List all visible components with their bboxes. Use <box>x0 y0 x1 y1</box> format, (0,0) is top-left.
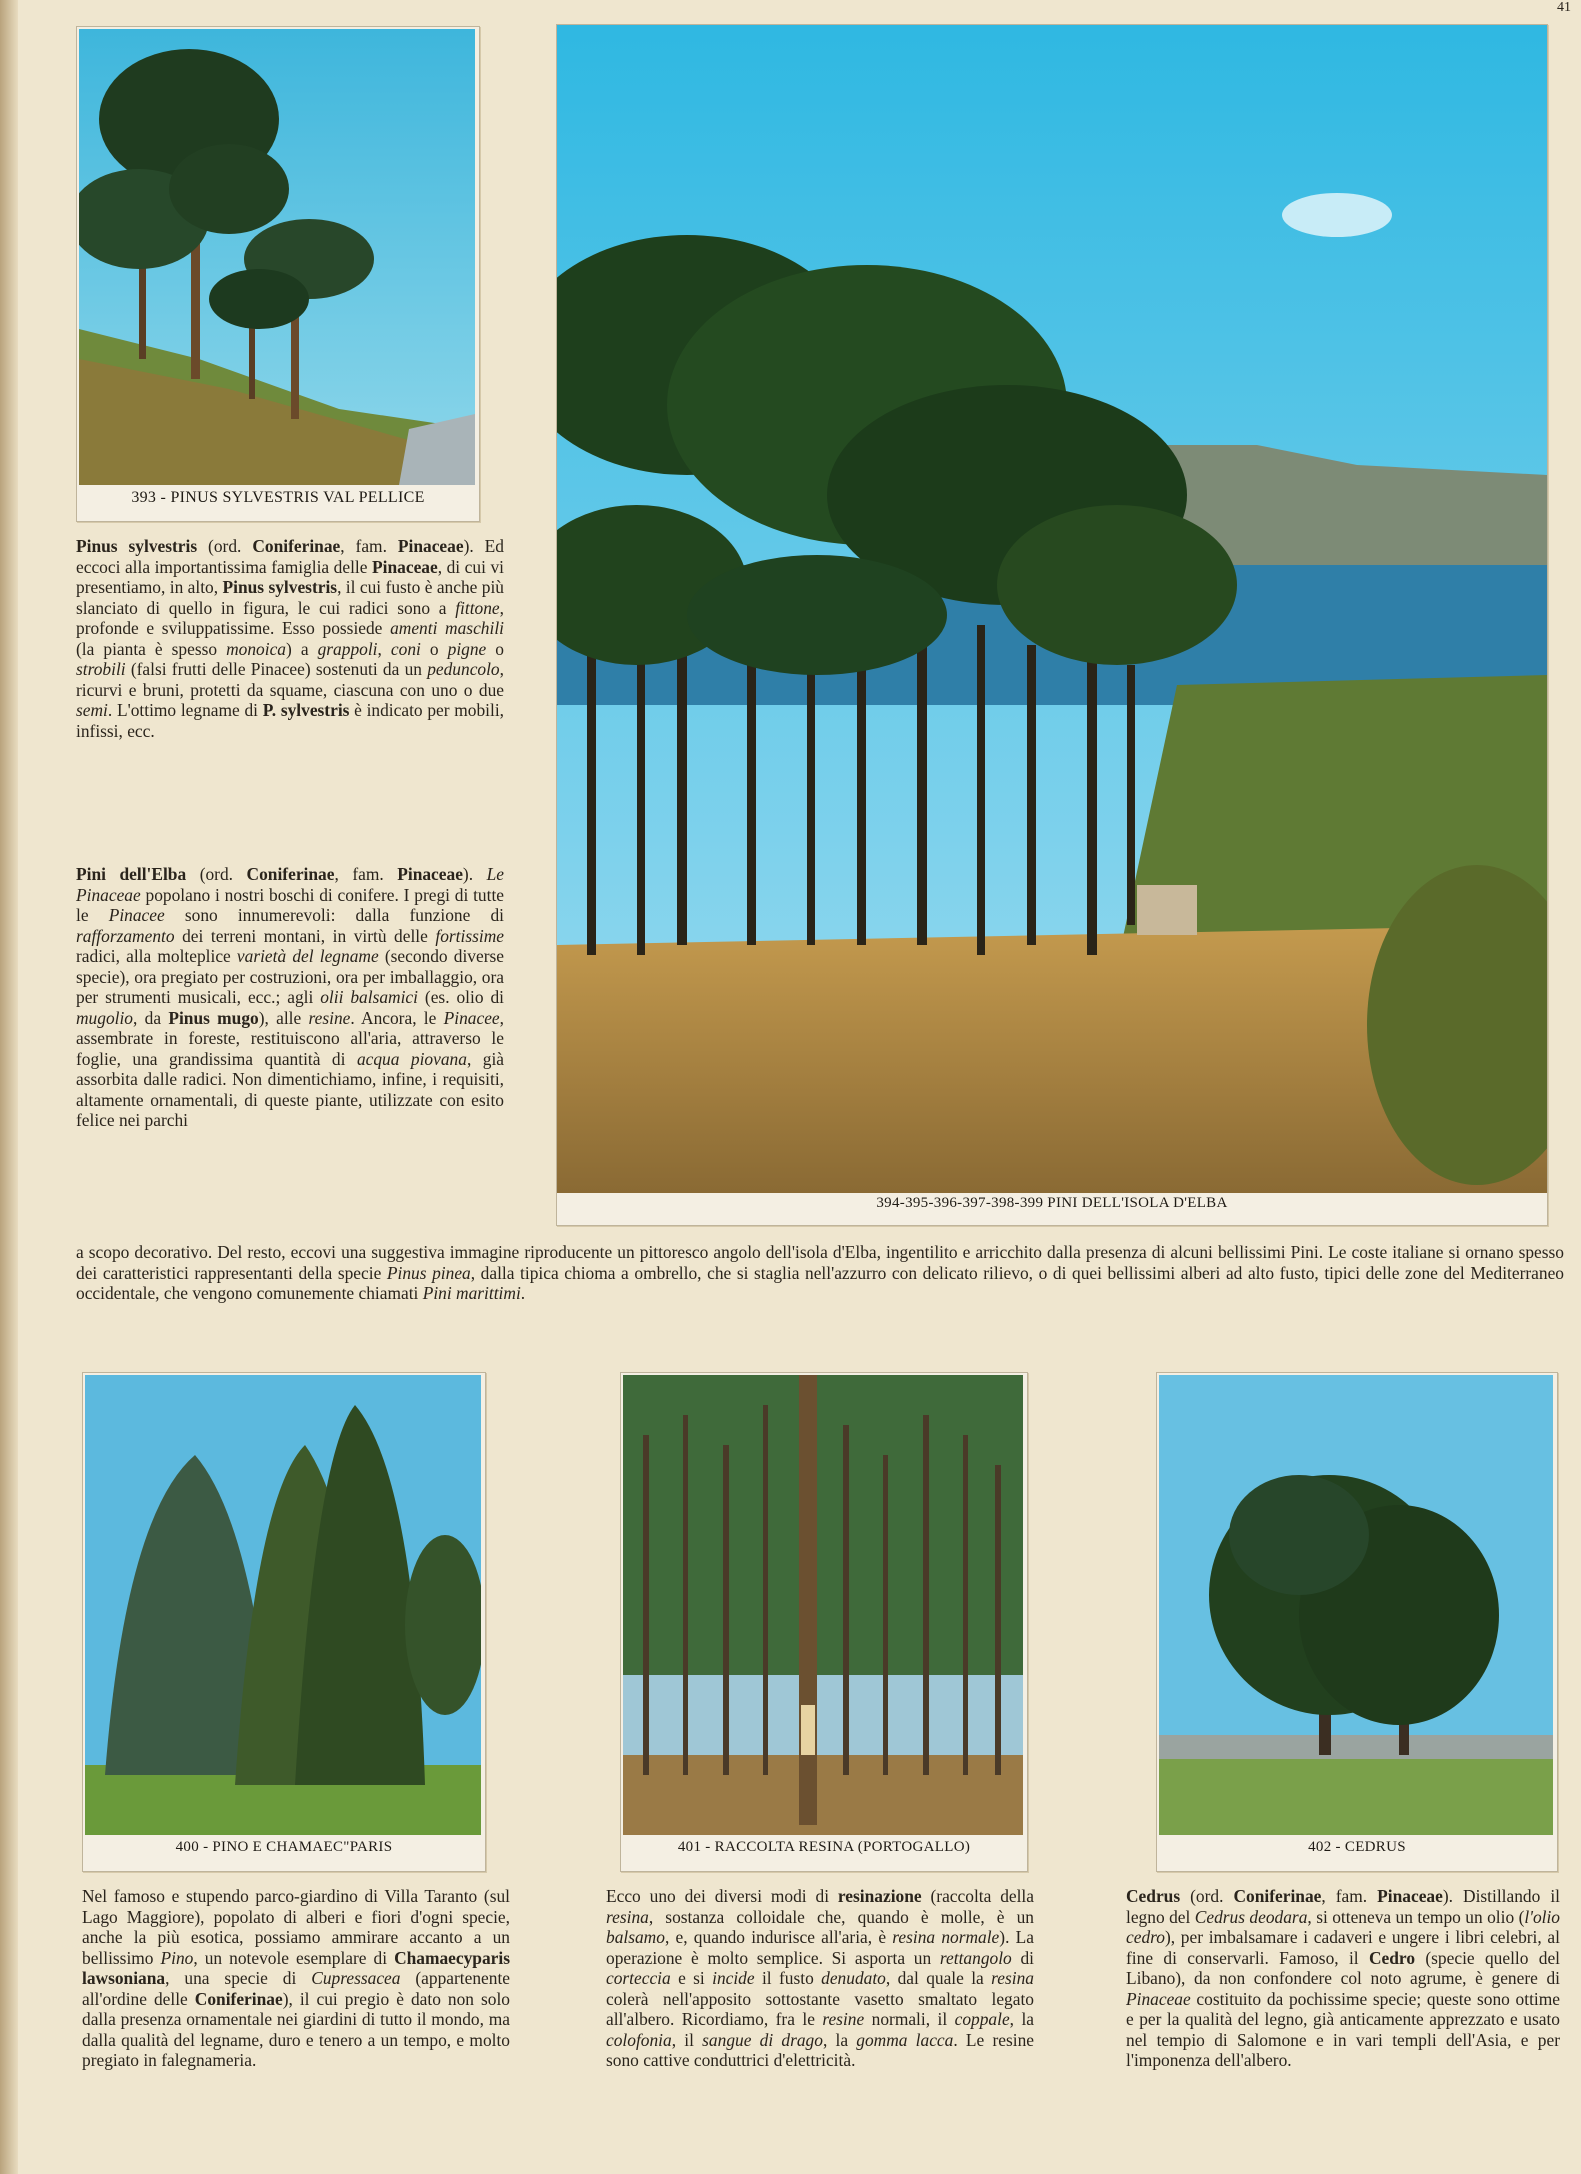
italic-term: Pinacee <box>108 905 165 925</box>
italic-term: acqua piovana <box>356 1048 467 1069</box>
text-run: popolano i nostri boschi di conifere. I pregi di tutte le <box>76 884 504 925</box>
photo-pini-isola-elba <box>557 25 1547 1193</box>
figure-401 <box>620 1372 1028 1872</box>
text-run: , <box>377 638 391 659</box>
bold-term: Pinaceae <box>397 864 463 884</box>
text-run: , si otteneva un tempo un olio ( <box>1307 1906 1525 1927</box>
photo-cedrus <box>1159 1375 1553 1835</box>
text-run: ), il cui pregio è dato non solo dalla presenza ornamentale nei giardini di tutto il mondo, ma dalla qualità del legname, duro e tenero a un tempo, e molto pregiato in falegnameria. <box>82 1988 510 2070</box>
italic-term: strobili <box>76 659 126 679</box>
italic-term: sangue di drago <box>702 2029 823 2050</box>
figure-402 <box>1156 1372 1558 1872</box>
text-run: (falsi frutti delle Pinacee) sostenuti da un <box>125 659 428 679</box>
text-run: Nel famoso e stupendo parco-giardino di Villa Taranto (sul Lago Maggiore), popolato di alberi e fiori d'ogni specie, anche la più esotica, possiamo ammirare accanto a un bellissimo <box>82 1886 510 1968</box>
text-pini-elba <box>76 864 504 1131</box>
figure-393-caption: 393 - PINUS SYLVESTRIS VAL PELLICE <box>131 489 425 506</box>
italic-term: amenti maschili <box>390 618 504 638</box>
italic-term: corteccia <box>606 1968 671 1988</box>
text-run: ). Distillando il legno del <box>1126 1886 1560 1927</box>
italic-term: peduncolo <box>427 659 500 679</box>
bold-term: Pinaceae <box>1377 1886 1443 1906</box>
italic-term: rettangolo <box>939 1947 1012 1968</box>
photo-pinus-sylvestris <box>79 29 475 485</box>
italic-term: monoica <box>226 638 287 659</box>
text-run: il fusto <box>754 1968 822 1988</box>
bold-term: Cedrus <box>1126 1886 1181 1906</box>
text-run: radici, alla molteplice <box>76 946 237 966</box>
photo-pino-chamaecyparis <box>85 1375 481 1835</box>
bold-term: Coniferinae <box>1233 1886 1322 1906</box>
italic-term: resina <box>991 1968 1034 1988</box>
italic-term: pigne <box>447 638 487 659</box>
figure-400 <box>82 1372 486 1872</box>
text-run: ), per imbalsamare i cadaveri e ungere i libri celebri, al fine di conservarli. Famoso, il <box>1126 1927 1560 1968</box>
text-run: colerà nell'apposito sottostante vasetto smaltato legato all'albero. Ricordiamo, fra le <box>606 1988 1034 2029</box>
text-run: o <box>486 638 504 659</box>
text-run: Ecco uno dei diversi modi di <box>606 1886 838 1906</box>
text-run: (specie quello del Libano), da non confondere col noto agrume, è genere di <box>1126 1947 1561 1988</box>
italic-term: Pini marittimi <box>422 1283 521 1303</box>
text-run: , dal quale la <box>885 1968 992 1988</box>
italic-term: colofonia <box>606 2029 672 2050</box>
figure-401-caption: 401 - RACCOLTA RESINA (PORTOGALLO) <box>677 1839 971 1855</box>
figure-402-caption: 402 - CEDRUS <box>1308 1839 1406 1855</box>
bold-term: Pinus mugo <box>168 1007 259 1028</box>
italic-term: denudato <box>821 1968 886 1988</box>
bold-term: Coniferinae <box>252 536 341 556</box>
text-pini-elba-continued <box>76 1242 1564 1304</box>
text-run: ). Ed eccoci alla importantissima famiglia delle <box>76 536 504 577</box>
text-run: , dalla tipica chioma a ombrello, che si staglia nell'azzurro con delicato rilievo, o di quei bellissimi alberi ad alto fusto, tipici delle zone del Mediterraneo occidentale, che vengono comunemente chiamati <box>76 1262 1564 1303</box>
italic-term: Le Pinaceae <box>76 864 504 905</box>
italic-term: fittone <box>455 597 500 618</box>
italic-term: Cupressacea <box>311 1968 401 1988</box>
figure-394-399-caption: 394-395-396-397-398-399 PINI DELL'ISOLA D'ELBA <box>876 1195 1228 1211</box>
figure-394-399 <box>556 24 1548 1226</box>
text-run: , già assorbita dalle radici. Non dimentichiamo, infine, i requisiti, altamente ornamentali, di queste piante, utilizzate con esito felice nei parchi <box>76 1048 504 1130</box>
text-chamaecyparis <box>82 1886 510 2071</box>
text-run: (la pianta è spesso <box>76 638 227 659</box>
italic-term: gomma lacca <box>856 2029 954 2050</box>
text-run: (ord. <box>1180 1886 1234 1906</box>
text-run: . Ancora, le <box>350 1007 444 1028</box>
page-binding-edge <box>0 0 18 2174</box>
italic-term: resine <box>308 1007 351 1028</box>
text-run: , il cui fusto è anche più slanciato di quello in figura, le cui radici sono a <box>76 577 504 618</box>
text-run: (secondo diverse specie), ora pregiato per costruzioni, ora per imballaggio, ora per strumenti musicali, ecc.; agli <box>76 946 504 1007</box>
text-run: , fam. <box>1321 1886 1378 1906</box>
bold-term: Coniferinae <box>194 1988 283 2009</box>
text-run: , e, quando indurisce all'aria, è <box>664 1927 893 1947</box>
italic-term: olii balsamici <box>320 987 418 1007</box>
text-run: sono innumerevoli: dalla funzione di <box>164 905 504 925</box>
bold-term: Pinus sylvestris <box>76 536 198 556</box>
text-run: (es. olio di <box>417 987 504 1007</box>
text-run: , il <box>671 2029 703 2050</box>
text-run: , di cui vi presentiamo, in alto, <box>76 556 504 597</box>
italic-term: resina <box>606 1906 649 1927</box>
text-run: è indicato per mobili, infissi, ecc. <box>76 700 505 741</box>
italic-term: semi <box>76 700 108 720</box>
text-cedrus <box>1126 1886 1560 2071</box>
italic-term: balsamo <box>606 1927 665 1947</box>
text-run: , assembrate in foreste, restituiscono all'aria, attraverso le foglie, una grandissima quantità di <box>76 1007 505 1069</box>
bold-term: Pinus sylvestris <box>222 577 338 597</box>
text-run: , la <box>1009 2009 1034 2029</box>
italic-term: Cedrus deodara <box>1194 1906 1308 1927</box>
italic-term: grappoli <box>317 638 378 659</box>
page-number: 41 <box>1557 0 1571 15</box>
text-run: ). La operazione è molto semplice. Si asporta un <box>606 1927 1034 1968</box>
bold-term: Chamaecyparis lawsoniana <box>82 1947 510 1988</box>
text-run: . Le resine sono cattive conduttrici d'elettricità. <box>606 2029 1034 2070</box>
italic-term: coni <box>390 638 421 659</box>
text-run: ), alle <box>258 1007 309 1028</box>
text-run: normali, il <box>864 2009 955 2029</box>
photo-raccolta-resina <box>623 1375 1023 1835</box>
italic-term: incide <box>712 1968 755 1988</box>
text-run: o <box>420 638 448 659</box>
bold-term: Pinaceae <box>372 556 438 577</box>
italic-term: l'olio cedro <box>1126 1906 1560 1947</box>
bold-term: Cedro <box>1368 1947 1416 1968</box>
italic-term: Pino <box>160 1947 194 1968</box>
text-run: ) a <box>286 638 318 659</box>
italic-term: fortissime <box>435 925 504 946</box>
text-run: (ord. <box>197 536 253 556</box>
bold-term: resinazione <box>837 1886 922 1906</box>
bold-term: Pinaceae <box>397 536 464 556</box>
text-run: , la <box>822 2029 857 2050</box>
bold-term: P. sylvestris <box>262 700 350 720</box>
text-run: , una specie di <box>165 1968 312 1988</box>
text-run: . L'ottimo legname di <box>107 700 263 720</box>
bold-term: Pini dell'Elba <box>76 864 187 884</box>
text-run: (appartenente all'ordine delle <box>82 1968 511 2009</box>
text-run: , fam. <box>334 864 398 884</box>
text-run: . <box>520 1283 526 1303</box>
figure-393 <box>76 26 480 522</box>
text-run: dei terreni montani, in virtù delle <box>174 925 436 946</box>
italic-term: mugolio <box>76 1007 134 1028</box>
italic-term: Pinus pinea <box>386 1262 471 1283</box>
text-run: , profonde e sviluppatissime. Esso possiede <box>76 597 504 638</box>
text-run: , un notevole esemplare di <box>193 1947 395 1968</box>
text-run: (raccolta della <box>921 1886 1034 1906</box>
text-run: di <box>1011 1947 1034 1968</box>
text-run: costituito da pochissime specie; queste sono ottime e per la qualità del legno, già anticamente apprezzato e usato nel tempio di Salomone e in vari templi dell'Asia, e per l'imponenza dell'albero. <box>1126 1988 1560 2070</box>
italic-term: resina normale <box>892 1927 1000 1947</box>
text-run: , sostanza colloidale che, quando è molle, è un <box>648 1906 1034 1927</box>
text-run: ). <box>462 864 487 884</box>
text-run: , fam. <box>340 536 398 556</box>
italic-term: Pinaceae <box>1126 1988 1191 2009</box>
italic-term: varietà del legname <box>236 946 379 966</box>
text-run: , da <box>133 1007 169 1028</box>
text-run: , ricurvi e bruni, protetti da squame, ciascuna con uno o due <box>76 659 504 700</box>
italic-term: Pinacee <box>443 1007 500 1028</box>
text-pinus-sylvestris <box>76 536 504 741</box>
italic-term: resine <box>822 2009 865 2029</box>
italic-term: rafforzamento <box>76 925 175 946</box>
text-run: a scopo decorativo. Del resto, eccovi una suggestiva immagine riproducente un pittoresco angolo dell'isola d'Elba, ingentilito e arricchito dalla presenza di alcuni bellissimi Pini. Le coste italiane si ornano spesso dei caratteristici rappresentanti della specie <box>76 1242 1564 1283</box>
text-run: e si <box>670 1968 713 1988</box>
text-run: (ord. <box>186 864 247 884</box>
italic-term: coppale <box>954 2009 1010 2029</box>
text-resinazione <box>606 1886 1034 2071</box>
figure-400-caption: 400 - PINO E CHAMAEC"PARIS <box>175 1839 393 1855</box>
bold-term: Coniferinae <box>246 864 335 884</box>
